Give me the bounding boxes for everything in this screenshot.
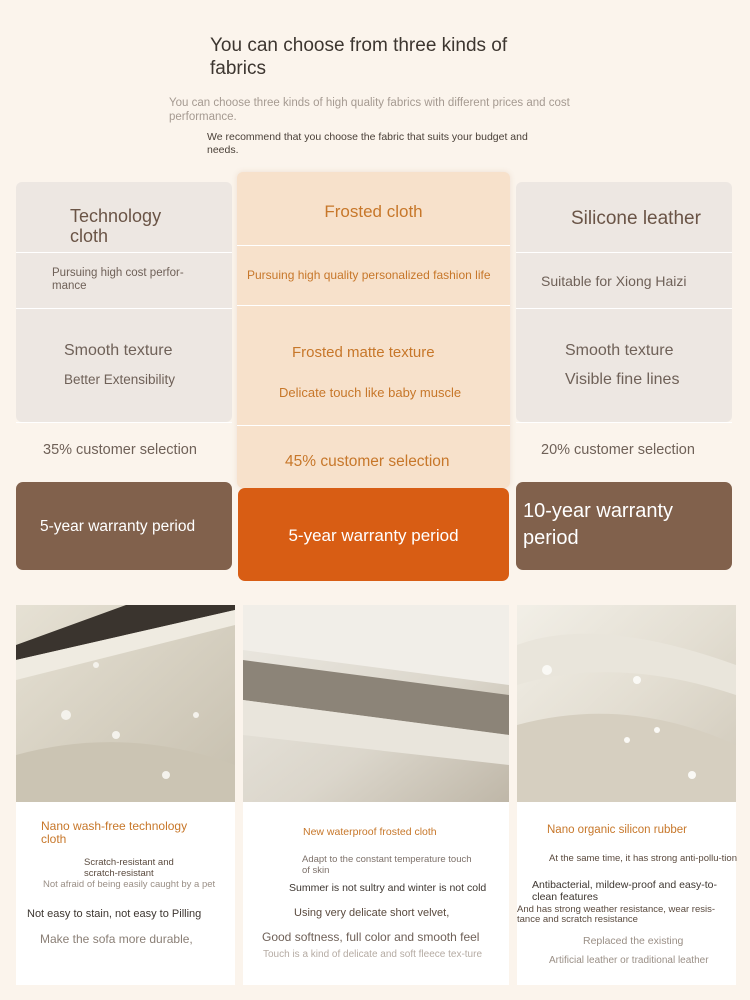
frosted-tagline: Pursuing high quality personalized fashion life xyxy=(247,268,491,282)
silicone-selection: 20% customer selection xyxy=(541,442,695,458)
frosted-texture: Frosted matte texture xyxy=(292,344,435,361)
technology-texture: Smooth texture xyxy=(64,342,173,359)
silicone-card-line: Antibacterial, mildew-proof and easy-to-clean features xyxy=(532,879,718,903)
silicone-card-line: Replaced the existing xyxy=(583,935,684,947)
silicone-warranty-badge xyxy=(516,482,732,570)
frosted-info-card xyxy=(243,802,509,985)
technology-warranty: 5-year warranty period xyxy=(40,518,196,535)
technology-fabric-photo xyxy=(16,605,235,802)
silicone-card-heading: Nano organic silicon rubber xyxy=(547,824,687,836)
frosted-card-line: Touch is a kind of delicate and soft fleece tex-ture xyxy=(263,949,483,960)
silicone-warranty: 10-year warranty period xyxy=(523,500,674,549)
technology-card-line: Not afraid of being easily caught by a pet xyxy=(43,879,216,890)
silicone-tagline: Suitable for Xiong Haizi xyxy=(541,273,687,289)
silicone-name: Silicone leather xyxy=(571,208,701,229)
frosted-card-line: Good softness, full color and smooth feel xyxy=(262,930,480,944)
technology-tagline: Pursuing high cost perfor-mance xyxy=(52,267,184,292)
technology-selection: 35% customer selection xyxy=(43,442,197,458)
silicone-leather-photo xyxy=(517,605,736,802)
silicone-card-line: Artificial leather or traditional leather xyxy=(549,955,709,966)
frosted-selection: 45% customer selection xyxy=(285,453,450,470)
recommendation-text: We recommend that you choose the fabric that suits your budget and needs. xyxy=(207,131,528,156)
technology-cloth-column xyxy=(16,182,232,458)
technology-card-line: Make the sofa more durable, xyxy=(40,932,193,946)
frosted-card-line: Summer is not sultry and winter is not cold xyxy=(289,882,487,894)
frosted-card-line: Adapt to the constant temperature touch of skin xyxy=(302,854,472,876)
technology-info-card xyxy=(16,802,235,985)
silicone-texture-detail: Visible fine lines xyxy=(565,371,680,388)
frosted-card-heading: New waterproof frosted cloth xyxy=(303,826,437,838)
technology-name: Technology cloth xyxy=(70,206,162,246)
silicone-card-line: At the same time, it has strong anti-pollu-tion xyxy=(549,853,737,864)
frosted-name: Frosted cloth xyxy=(324,202,423,221)
frosted-cloth-column xyxy=(237,172,510,488)
page-subtitle: You can choose three kinds of high quality fabrics with different prices and cost performance. xyxy=(169,97,570,123)
technology-card-line: Scratch-resistant and scratch-resistant xyxy=(84,857,174,879)
technology-texture-detail: Better Extensibility xyxy=(64,372,176,387)
frosted-texture-detail: Delicate touch like baby muscle xyxy=(279,385,462,400)
frosted-warranty-badge xyxy=(238,488,509,581)
technology-card-heading: Nano wash-free technology cloth xyxy=(41,819,188,846)
silicone-info-card xyxy=(517,802,736,985)
frosted-card-line: Using very delicate short velvet, xyxy=(294,907,450,919)
page-title: You can choose from three kinds of fabrics xyxy=(210,35,508,79)
silicone-card-line: And has strong weather resistance, wear resis-tance and scratch resistance xyxy=(517,904,716,925)
silicone-leather-column xyxy=(516,182,732,458)
technology-card-line: Not easy to stain, not easy to Pilling xyxy=(27,908,202,920)
silicone-texture: Smooth texture xyxy=(565,342,674,359)
frosted-warranty: 5-year warranty period xyxy=(288,526,459,545)
frosted-fabric-photo xyxy=(243,605,509,802)
technology-warranty-badge xyxy=(16,482,232,570)
